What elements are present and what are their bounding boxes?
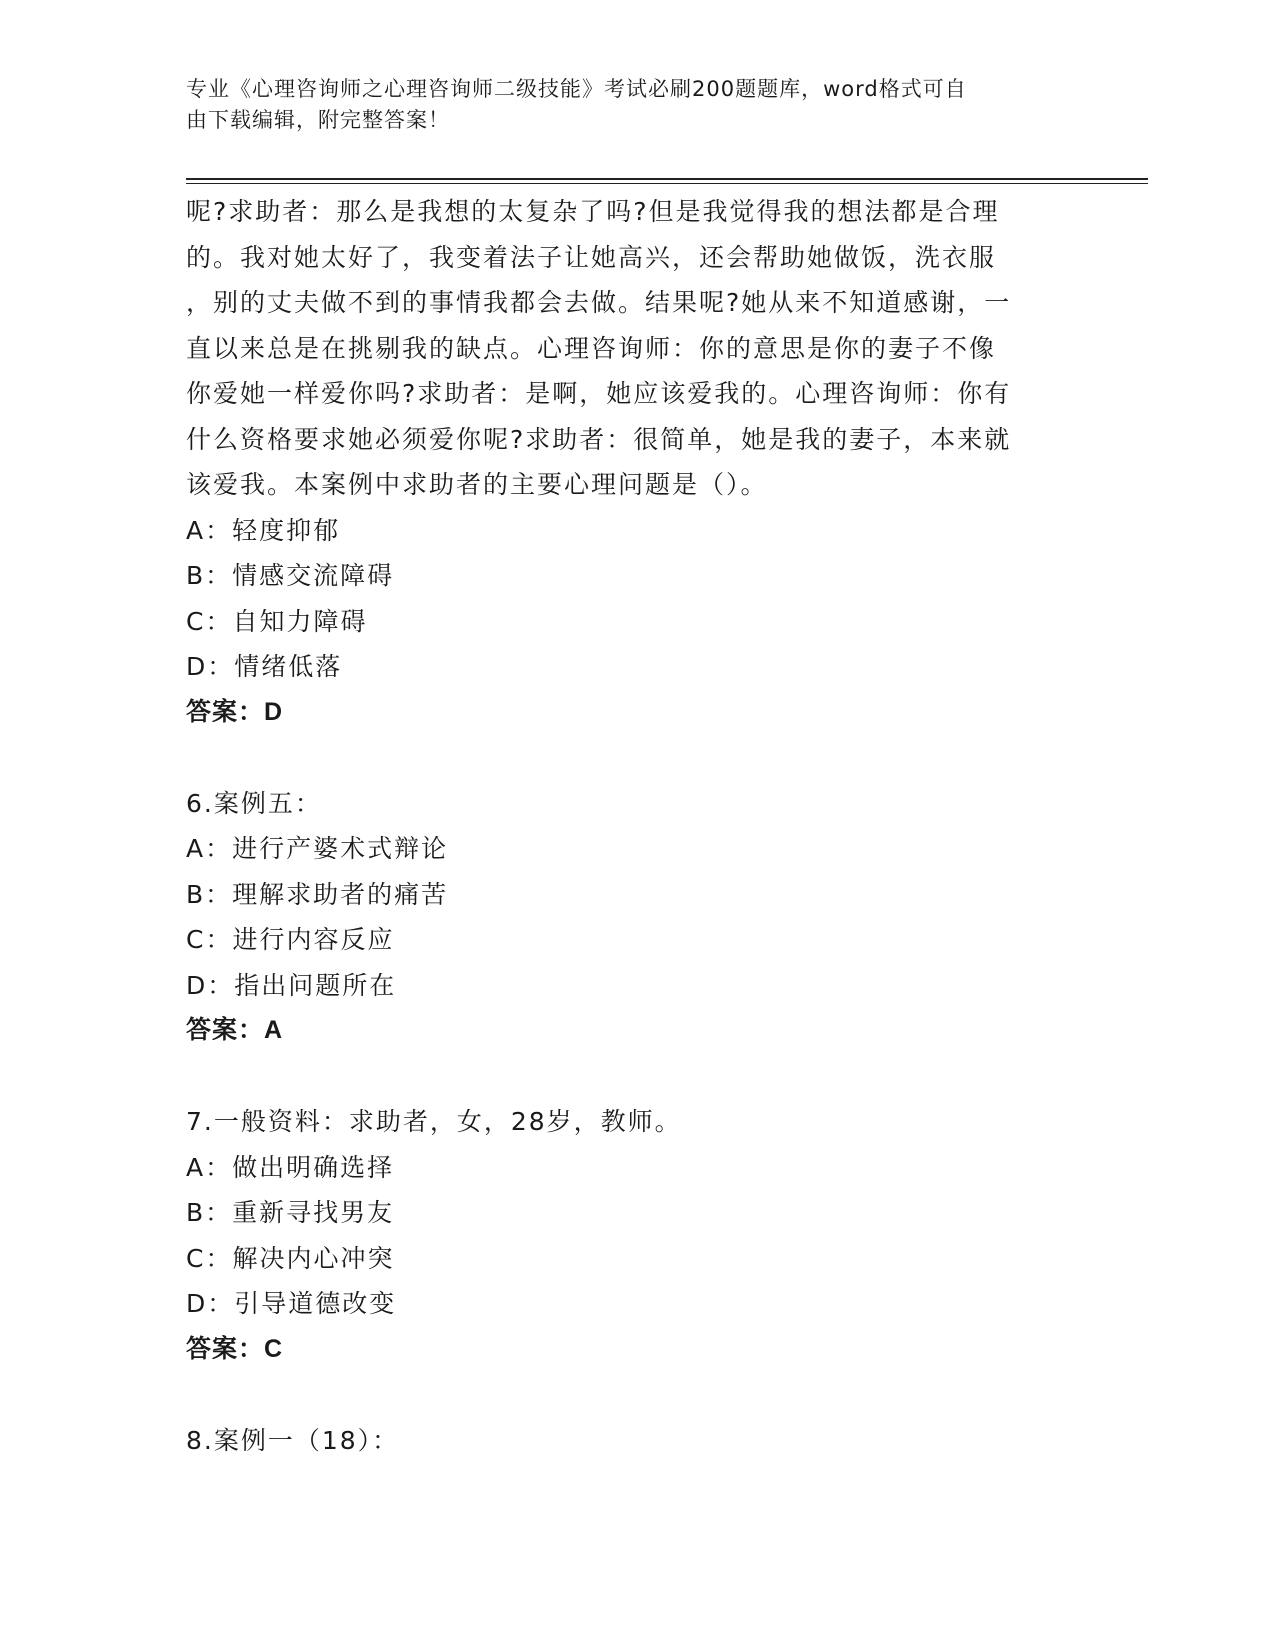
header-divider-thick <box>186 178 1148 180</box>
question-8-title: 8.案例一（18）： <box>186 1425 400 1455</box>
question-5 <box>186 189 1066 735</box>
question-5-stem-line: 什么资格要求她必须爱你呢?求助者：很简单，她是我的妻子，本来就 <box>186 424 1012 454</box>
question-5-option-b: B：情感交流障碍 <box>186 561 395 590</box>
question-6-answer: 答案：A <box>186 1016 284 1044</box>
header-title-line-2: 由下载编辑，附完整答案！ <box>186 108 450 132</box>
question-5-stem-line: 你爱她一样爱你吗?求助者：是啊，她应该爱我的。心理咨询师：你有 <box>186 379 1012 408</box>
question-5-stem-line: 的。我对她太好了，我变着法子让她高兴，还会帮助她做饭，洗衣服 <box>186 242 997 272</box>
header-divider-thin <box>186 183 1148 184</box>
question-5-stem-line: 直以来总是在挑剔我的缺点。心理咨询师：你的意思是你的妻子不像 <box>186 333 997 363</box>
question-6-title: 6.案例五： <box>186 788 322 818</box>
question-8 <box>186 1418 1066 1464</box>
document-header <box>186 74 1066 136</box>
spacer <box>186 735 1066 781</box>
question-5-option-d: D：情绪低落 <box>186 652 343 681</box>
spacer <box>186 1054 1066 1100</box>
question-6-option-a: A：进行产婆术式辩论 <box>186 834 449 863</box>
question-7-title: 7.一般资料：求助者，女，28岁，教师。 <box>186 1107 682 1136</box>
question-7-option-c: C：解决内心冲突 <box>186 1243 395 1273</box>
question-5-stem-line: ，别的丈夫做不到的事情我都会去做。结果呢?她从来不知道感谢，一 <box>186 288 1012 317</box>
question-5-stem <box>186 189 1066 508</box>
question-6-option-d: D：指出问题所在 <box>186 970 397 1000</box>
question-7-option-d: D：引导道德改变 <box>186 1289 397 1318</box>
header-title-line-1: 专业《心理咨询师之心理咨询师二级技能》考试必刷200题题库，word格式可自 <box>186 77 967 101</box>
question-7-option-a: A：做出明确选择 <box>186 1152 395 1182</box>
question-5-stem-line: 呢?求助者：那么是我想的太复杂了吗?但是我觉得我的想法都是合理 <box>186 197 1000 226</box>
question-5-option-a: A：轻度抑郁 <box>186 515 341 545</box>
question-5-answer: 答案：D <box>186 697 284 726</box>
question-6-option-c: C：进行内容反应 <box>186 925 395 954</box>
spacer <box>186 1372 1066 1418</box>
question-7 <box>186 1099 1066 1372</box>
question-7-answer: 答案：C <box>186 1334 284 1363</box>
document-body <box>186 189 1066 1463</box>
question-6-option-b: B：理解求助者的痛苦 <box>186 879 449 909</box>
question-5-stem-line: 该爱我。本案例中求助者的主要心理问题是（）。 <box>186 470 768 499</box>
question-5-option-c: C：自知力障碍 <box>186 606 368 636</box>
question-7-option-b: B：重新寻找男友 <box>186 1198 395 1227</box>
question-6 <box>186 781 1066 1054</box>
